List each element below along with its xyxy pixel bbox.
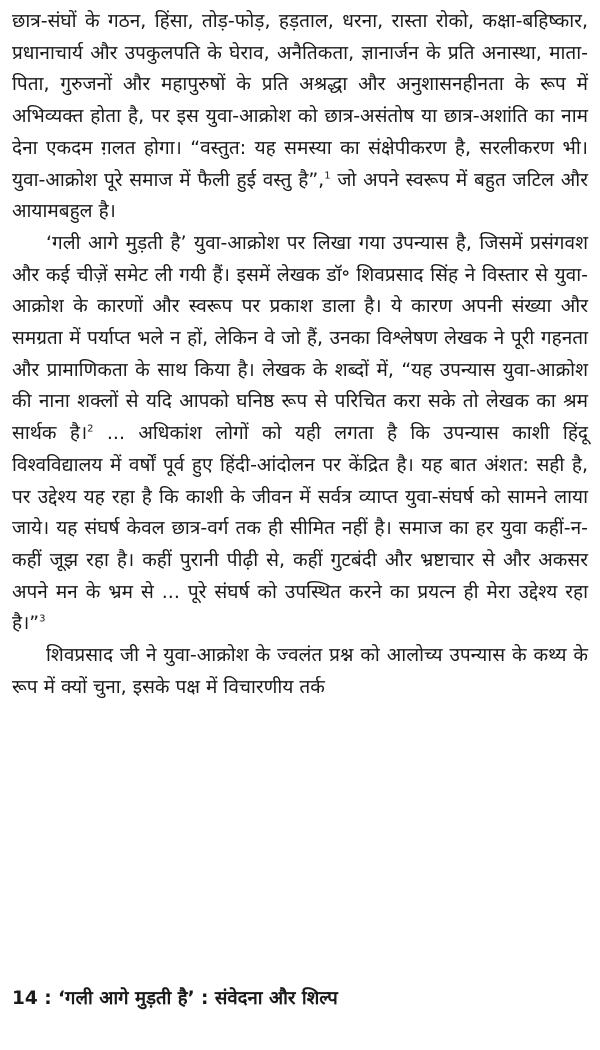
paragraph-2 [12, 228, 588, 640]
paragraph-1-text-a: छात्र-संघों के गठन, हिंसा, तोड़-फोड़, हड़ताल, धरना, रास्ता रोको, कक्षा-बहिष्कार, प्रधानाचार्य और उपकुलपति के घेराव, अनैतिकता, ज्ञानार्जन के प्रति अनास्था, माता-पिता, गुरुजनों और महापुरुषों के प्रति अश्रद्धा और अनुशासनहीनता के रूप में अभिव्यक्त होता है, पर इस युवा-आक्रोश को छात्र-असंतोष या छात्र-अशांति का नाम देना एकदम ग़लत होगा। “वस्तुत: यह समस्या का संक्षेपीकरण है, सरलीकरण भी। युवा-आक्रोश पूरे समाज में फैली हुई वस्तु है”, [12, 10, 588, 191]
paragraph-1 [12, 6, 588, 228]
page-number: 14 [12, 988, 38, 1009]
book-title: ‘गली आगे मुड़ती है’ : संवेदना और शिल्प [58, 988, 338, 1009]
page-body [12, 6, 588, 703]
paragraph-3-text: शिवप्रसाद जी ने युवा-आक्रोश के ज्वलंत प्रश्न को आलोच्य उपन्यास के कथ्य के रूप में क्यों चुना, इसके पक्ष में विचारणीय तर्क [12, 644, 588, 698]
paragraph-3 [12, 640, 588, 703]
paragraph-1-text-b: जो अपने स्वरूप में बहुत जटिल और आयामबहुल है। [12, 168, 588, 223]
footnote-ref-3: 3 [39, 614, 46, 626]
footer-separator: : [37, 988, 59, 1009]
page-footer [12, 985, 588, 1013]
paragraph-2-text-b: ... अधिकांश लोगों को यही लगता है कि उपन्यास काशी हिंदू विश्वविद्यालय में वर्षों पूर्व हुए हिंदी-आंदोलन पर केंद्रित है। यह बात अंशत: सही है, पर उद्देश्य यह रहा है कि काशी के जीवन में सर्वत्र व्याप्त युवा-संघर्ष को सामने लाया जाये। यह संघर्ष केवल छात्र-वर्ग तक ही सीमित नहीं है। समाज का हर युवा कहीं-न-कहीं जूझ रहा है। कहीं पुरानी पीढ़ी से, कहीं गुटबंदी और भ्रष्टाचार से और अकसर अपने मन के भ्रम से ... पूरे संघर्ष को उपस्थित करने का प्रयत्न ही मेरा उद्देश्य रहा है।” [12, 422, 588, 635]
paragraph-2-text-a: ‘गली आगे मुड़ती है’ युवा-आक्रोश पर लिखा गया उपन्यास है, जिसमें प्रसंगवश और कई चीज़ें समेट ली गयी हैं। इसमें लेखक डॉ॰ शिवप्रसाद सिंह ने विस्तार से युवा-आक्रोश के कारणों और स्वरूप पर प्रकाश डाला है। ये कारण अपनी संख्या और समग्रता में पर्याप्त भले न हों, लेकिन वे जो हैं, उनका विश्लेषण लेखक ने पूरी गहनता और प्रामाणिकता के साथ किया है। लेखक के शब्दों में, “यह उपन्यास युवा-आक्रोश की नाना शक्लों से यदि आपको घनिष्ठ रूप से परिचित करा सके तो लेखक का श्रम सार्थक है। [12, 231, 588, 445]
footnote-ref-2: 2 [87, 423, 94, 435]
footnote-ref-1: 1 [324, 170, 331, 182]
